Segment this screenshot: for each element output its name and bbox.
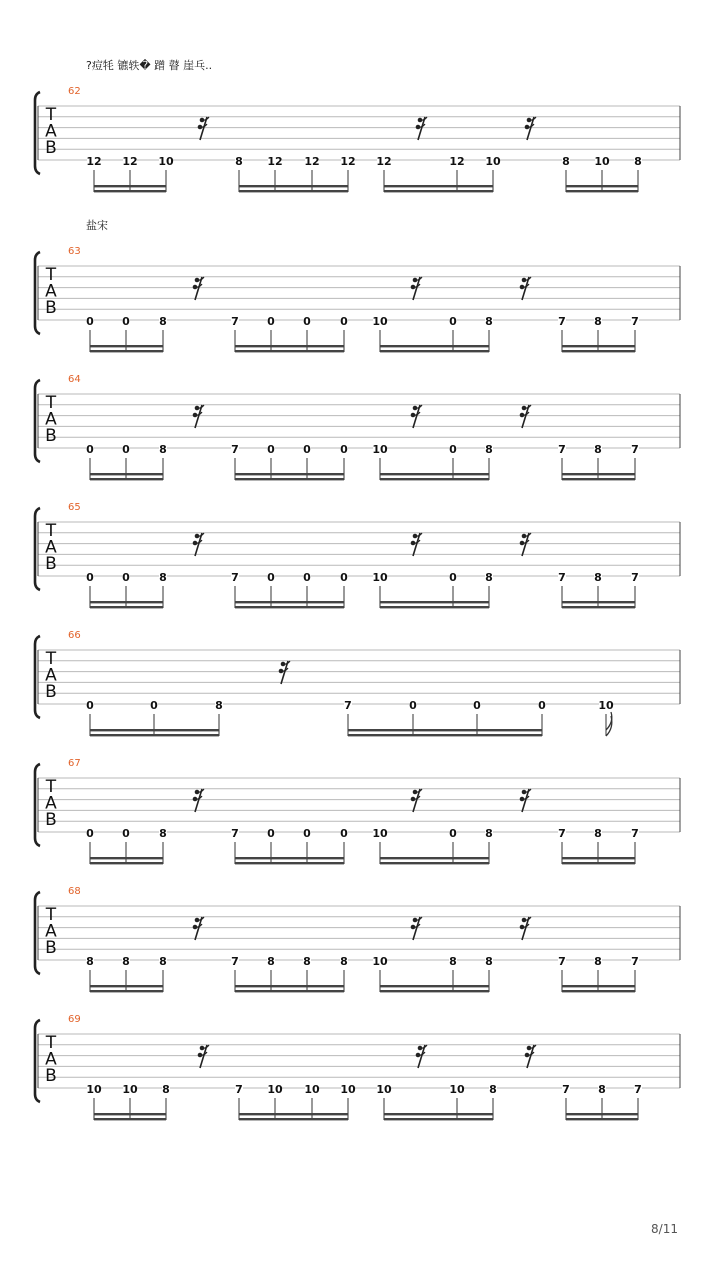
- beam: [235, 862, 344, 864]
- tab-clef-letter: A: [45, 1049, 57, 1070]
- fret-number: 0: [449, 827, 457, 840]
- measure-number: 65: [68, 502, 81, 513]
- beam: [380, 862, 489, 864]
- rest-symbol: [193, 533, 204, 556]
- fret-number: 8: [162, 1083, 170, 1096]
- beam: [380, 990, 489, 992]
- beam: [94, 185, 166, 187]
- beam: [90, 985, 163, 987]
- fret-number: 8: [485, 315, 493, 328]
- beam: [90, 350, 163, 352]
- rest-symbol: [193, 789, 204, 812]
- tab-clef-letter: T: [45, 777, 57, 797]
- tab-clef-letter: T: [45, 265, 57, 285]
- fret-number: 10: [598, 699, 614, 712]
- fret-number: 8: [159, 955, 167, 968]
- fret-number: 0: [449, 571, 457, 584]
- beam: [562, 473, 635, 475]
- fret-number: 10: [372, 571, 388, 584]
- tab-clef-letter: T: [45, 521, 57, 541]
- fret-number: 8: [485, 571, 493, 584]
- tab-clef-letter: B: [45, 1066, 57, 1086]
- rest-symbol: [520, 789, 531, 812]
- beam: [384, 190, 493, 192]
- fret-number: 0: [86, 571, 94, 584]
- beam: [235, 345, 344, 347]
- fret-number: 0: [538, 699, 546, 712]
- rest-symbol: [525, 117, 536, 140]
- beam: [384, 185, 493, 187]
- rest-symbol: [411, 789, 422, 812]
- fret-number: 7: [231, 315, 239, 328]
- fret-number: 0: [86, 699, 94, 712]
- fret-number: 10: [340, 1083, 356, 1096]
- fret-number: 8: [235, 155, 243, 168]
- fret-number: 0: [340, 827, 348, 840]
- fret-number: 0: [267, 443, 275, 456]
- fret-number: 8: [485, 955, 493, 968]
- beam: [235, 857, 344, 859]
- fret-number: 12: [267, 155, 283, 168]
- fret-number: 0: [267, 315, 275, 328]
- fret-number: 8: [159, 571, 167, 584]
- fret-number: 10: [372, 827, 388, 840]
- fret-number: 0: [449, 315, 457, 328]
- rest-symbol: [416, 117, 427, 140]
- rest-symbol: [193, 277, 204, 300]
- beam: [380, 478, 489, 480]
- fret-number: 12: [122, 155, 138, 168]
- fret-number: 10: [372, 443, 388, 456]
- fret-number: 10: [485, 155, 501, 168]
- beam: [384, 1113, 493, 1115]
- tab-clef-letter: B: [45, 138, 57, 158]
- fret-number: 0: [473, 699, 481, 712]
- tab-clef-letter: A: [45, 921, 57, 942]
- beam: [90, 601, 163, 603]
- fret-number: 7: [558, 443, 566, 456]
- rest-symbol: [520, 533, 531, 556]
- tab-clef-letter: B: [45, 554, 57, 574]
- fret-number: 8: [215, 699, 223, 712]
- fret-number: 8: [159, 315, 167, 328]
- beam: [90, 990, 163, 992]
- beam: [380, 985, 489, 987]
- tab-clef-letter: B: [45, 810, 57, 830]
- rest-symbol: [411, 917, 422, 940]
- beam: [562, 478, 635, 480]
- fret-number: 10: [122, 1083, 138, 1096]
- rest-symbol: [520, 405, 531, 428]
- tab-clef-letter: A: [45, 537, 57, 558]
- beam: [90, 734, 219, 736]
- tab-clef-letter: A: [45, 409, 57, 430]
- beam: [90, 345, 163, 347]
- beam: [239, 1118, 348, 1120]
- beam: [562, 857, 635, 859]
- fret-number: 10: [372, 955, 388, 968]
- fret-number: 8: [86, 955, 94, 968]
- beam: [235, 473, 344, 475]
- measure-number: 66: [68, 630, 81, 641]
- tab-clef-letter: A: [45, 121, 57, 142]
- beam: [235, 350, 344, 352]
- beam: [566, 185, 638, 187]
- tab-clef-letter: B: [45, 298, 57, 318]
- fret-number: 12: [340, 155, 356, 168]
- beam: [562, 990, 635, 992]
- fret-number: 8: [634, 155, 642, 168]
- fret-number: 7: [634, 1083, 642, 1096]
- rest-symbol: [193, 917, 204, 940]
- fret-number: 7: [235, 1083, 243, 1096]
- fret-number: 8: [303, 955, 311, 968]
- fret-number: 8: [562, 155, 570, 168]
- measure-number: 69: [68, 1014, 81, 1025]
- measure-number: 62: [68, 86, 81, 97]
- fret-number: 0: [340, 315, 348, 328]
- fret-number: 0: [267, 571, 275, 584]
- measure-number: 67: [68, 758, 81, 769]
- fret-number: 7: [631, 571, 639, 584]
- beam: [380, 857, 489, 859]
- fret-number: 7: [231, 827, 239, 840]
- beam: [380, 473, 489, 475]
- rest-symbol: [411, 405, 422, 428]
- tab-clef-letter: A: [45, 665, 57, 686]
- beam: [90, 606, 163, 608]
- tab-clef-letter: B: [45, 682, 57, 702]
- fret-number: 10: [376, 1083, 392, 1096]
- fret-number: 8: [449, 955, 457, 968]
- rest-symbol: [520, 277, 531, 300]
- beam: [562, 985, 635, 987]
- fret-number: 0: [267, 827, 275, 840]
- beam: [90, 478, 163, 480]
- fret-number: 8: [594, 315, 602, 328]
- fret-number: 7: [231, 443, 239, 456]
- beam: [94, 1118, 166, 1120]
- fret-number: 0: [303, 443, 311, 456]
- beam: [239, 190, 348, 192]
- fret-number: 7: [558, 315, 566, 328]
- fret-number: 0: [409, 699, 417, 712]
- fret-number: 8: [594, 571, 602, 584]
- fret-number: 7: [344, 699, 352, 712]
- beam: [235, 606, 344, 608]
- tab-clef-letter: A: [45, 793, 57, 814]
- rest-symbol: [520, 917, 531, 940]
- fret-number: 0: [86, 315, 94, 328]
- fret-number: 7: [558, 827, 566, 840]
- fret-number: 0: [86, 827, 94, 840]
- beam: [562, 601, 635, 603]
- rest-symbol: [411, 533, 422, 556]
- fret-number: 12: [304, 155, 320, 168]
- beam: [562, 345, 635, 347]
- fret-number: 8: [594, 955, 602, 968]
- fret-number: 7: [231, 955, 239, 968]
- beam: [562, 862, 635, 864]
- beam: [90, 473, 163, 475]
- tab-clef-letter: T: [45, 393, 57, 413]
- beam: [380, 345, 489, 347]
- fret-number: 0: [86, 443, 94, 456]
- fret-number: 10: [267, 1083, 283, 1096]
- tab-clef-letter: B: [45, 426, 57, 446]
- fret-number: 0: [122, 571, 130, 584]
- fret-number: 0: [303, 315, 311, 328]
- rest-symbol: [416, 1045, 427, 1068]
- beam: [239, 185, 348, 187]
- fret-number: 0: [303, 827, 311, 840]
- tab-clef-letter: T: [45, 105, 57, 125]
- section-annotation-2: 盐宋: [86, 219, 108, 232]
- fret-number: 7: [631, 443, 639, 456]
- fret-number: 10: [594, 155, 610, 168]
- fret-number: 12: [86, 155, 102, 168]
- page-number: 8/11: [651, 1222, 678, 1236]
- measure-number: 64: [68, 374, 81, 385]
- fret-number: 0: [150, 699, 158, 712]
- beam: [90, 857, 163, 859]
- rest-symbol: [411, 277, 422, 300]
- fret-number: 10: [304, 1083, 320, 1096]
- fret-number: 8: [594, 827, 602, 840]
- fret-number: 0: [340, 443, 348, 456]
- beam: [566, 190, 638, 192]
- fret-number: 0: [122, 315, 130, 328]
- measure-number: 63: [68, 246, 81, 257]
- tab-clef-letter: T: [45, 1033, 57, 1053]
- rest-symbol: [279, 661, 290, 684]
- beam: [380, 601, 489, 603]
- fret-number: 7: [562, 1083, 570, 1096]
- beam: [235, 478, 344, 480]
- beam: [348, 729, 542, 731]
- rest-symbol: [525, 1045, 536, 1068]
- fret-number: 7: [558, 955, 566, 968]
- fret-number: 8: [122, 955, 130, 968]
- fret-number: 8: [598, 1083, 606, 1096]
- fret-number: 8: [159, 827, 167, 840]
- beam: [384, 1118, 493, 1120]
- fret-number: 0: [303, 571, 311, 584]
- fret-number: 8: [340, 955, 348, 968]
- beam: [94, 1113, 166, 1115]
- fret-number: 8: [267, 955, 275, 968]
- tab-clef-letter: B: [45, 938, 57, 958]
- beam: [566, 1118, 638, 1120]
- rest-symbol: [193, 405, 204, 428]
- fret-number: 0: [340, 571, 348, 584]
- fret-number: 10: [372, 315, 388, 328]
- fret-number: 8: [594, 443, 602, 456]
- fret-number: 7: [631, 955, 639, 968]
- fret-number: 8: [489, 1083, 497, 1096]
- beam: [348, 734, 542, 736]
- beam: [566, 1113, 638, 1115]
- beam: [239, 1113, 348, 1115]
- rest-symbol: [198, 117, 209, 140]
- tab-clef-letter: T: [45, 905, 57, 925]
- fret-number: 0: [122, 443, 130, 456]
- tab-clef-letter: A: [45, 281, 57, 302]
- fret-number: 7: [631, 827, 639, 840]
- tab-clef-letter: T: [45, 649, 57, 669]
- fret-number: 7: [631, 315, 639, 328]
- fret-number: 0: [122, 827, 130, 840]
- fret-number: 8: [485, 827, 493, 840]
- beam: [235, 601, 344, 603]
- beam: [94, 190, 166, 192]
- fret-number: 10: [158, 155, 174, 168]
- fret-number: 0: [449, 443, 457, 456]
- beam: [562, 606, 635, 608]
- fret-number: 7: [231, 571, 239, 584]
- fret-number: 10: [86, 1083, 102, 1096]
- fret-number: 8: [485, 443, 493, 456]
- fret-number: 10: [449, 1083, 465, 1096]
- rest-symbol: [198, 1045, 209, 1068]
- beam: [235, 985, 344, 987]
- fret-number: 8: [159, 443, 167, 456]
- fret-number: 12: [376, 155, 392, 168]
- measure-number: 68: [68, 886, 81, 897]
- section-annotation-1: ?痘牦 镳轶� 蹭 瞽 崖乓..: [86, 59, 213, 72]
- beam: [380, 350, 489, 352]
- beam: [90, 729, 219, 731]
- fret-number: 7: [558, 571, 566, 584]
- fret-number: 12: [449, 155, 465, 168]
- beam: [90, 862, 163, 864]
- beam: [235, 990, 344, 992]
- beam: [380, 606, 489, 608]
- beam: [562, 350, 635, 352]
